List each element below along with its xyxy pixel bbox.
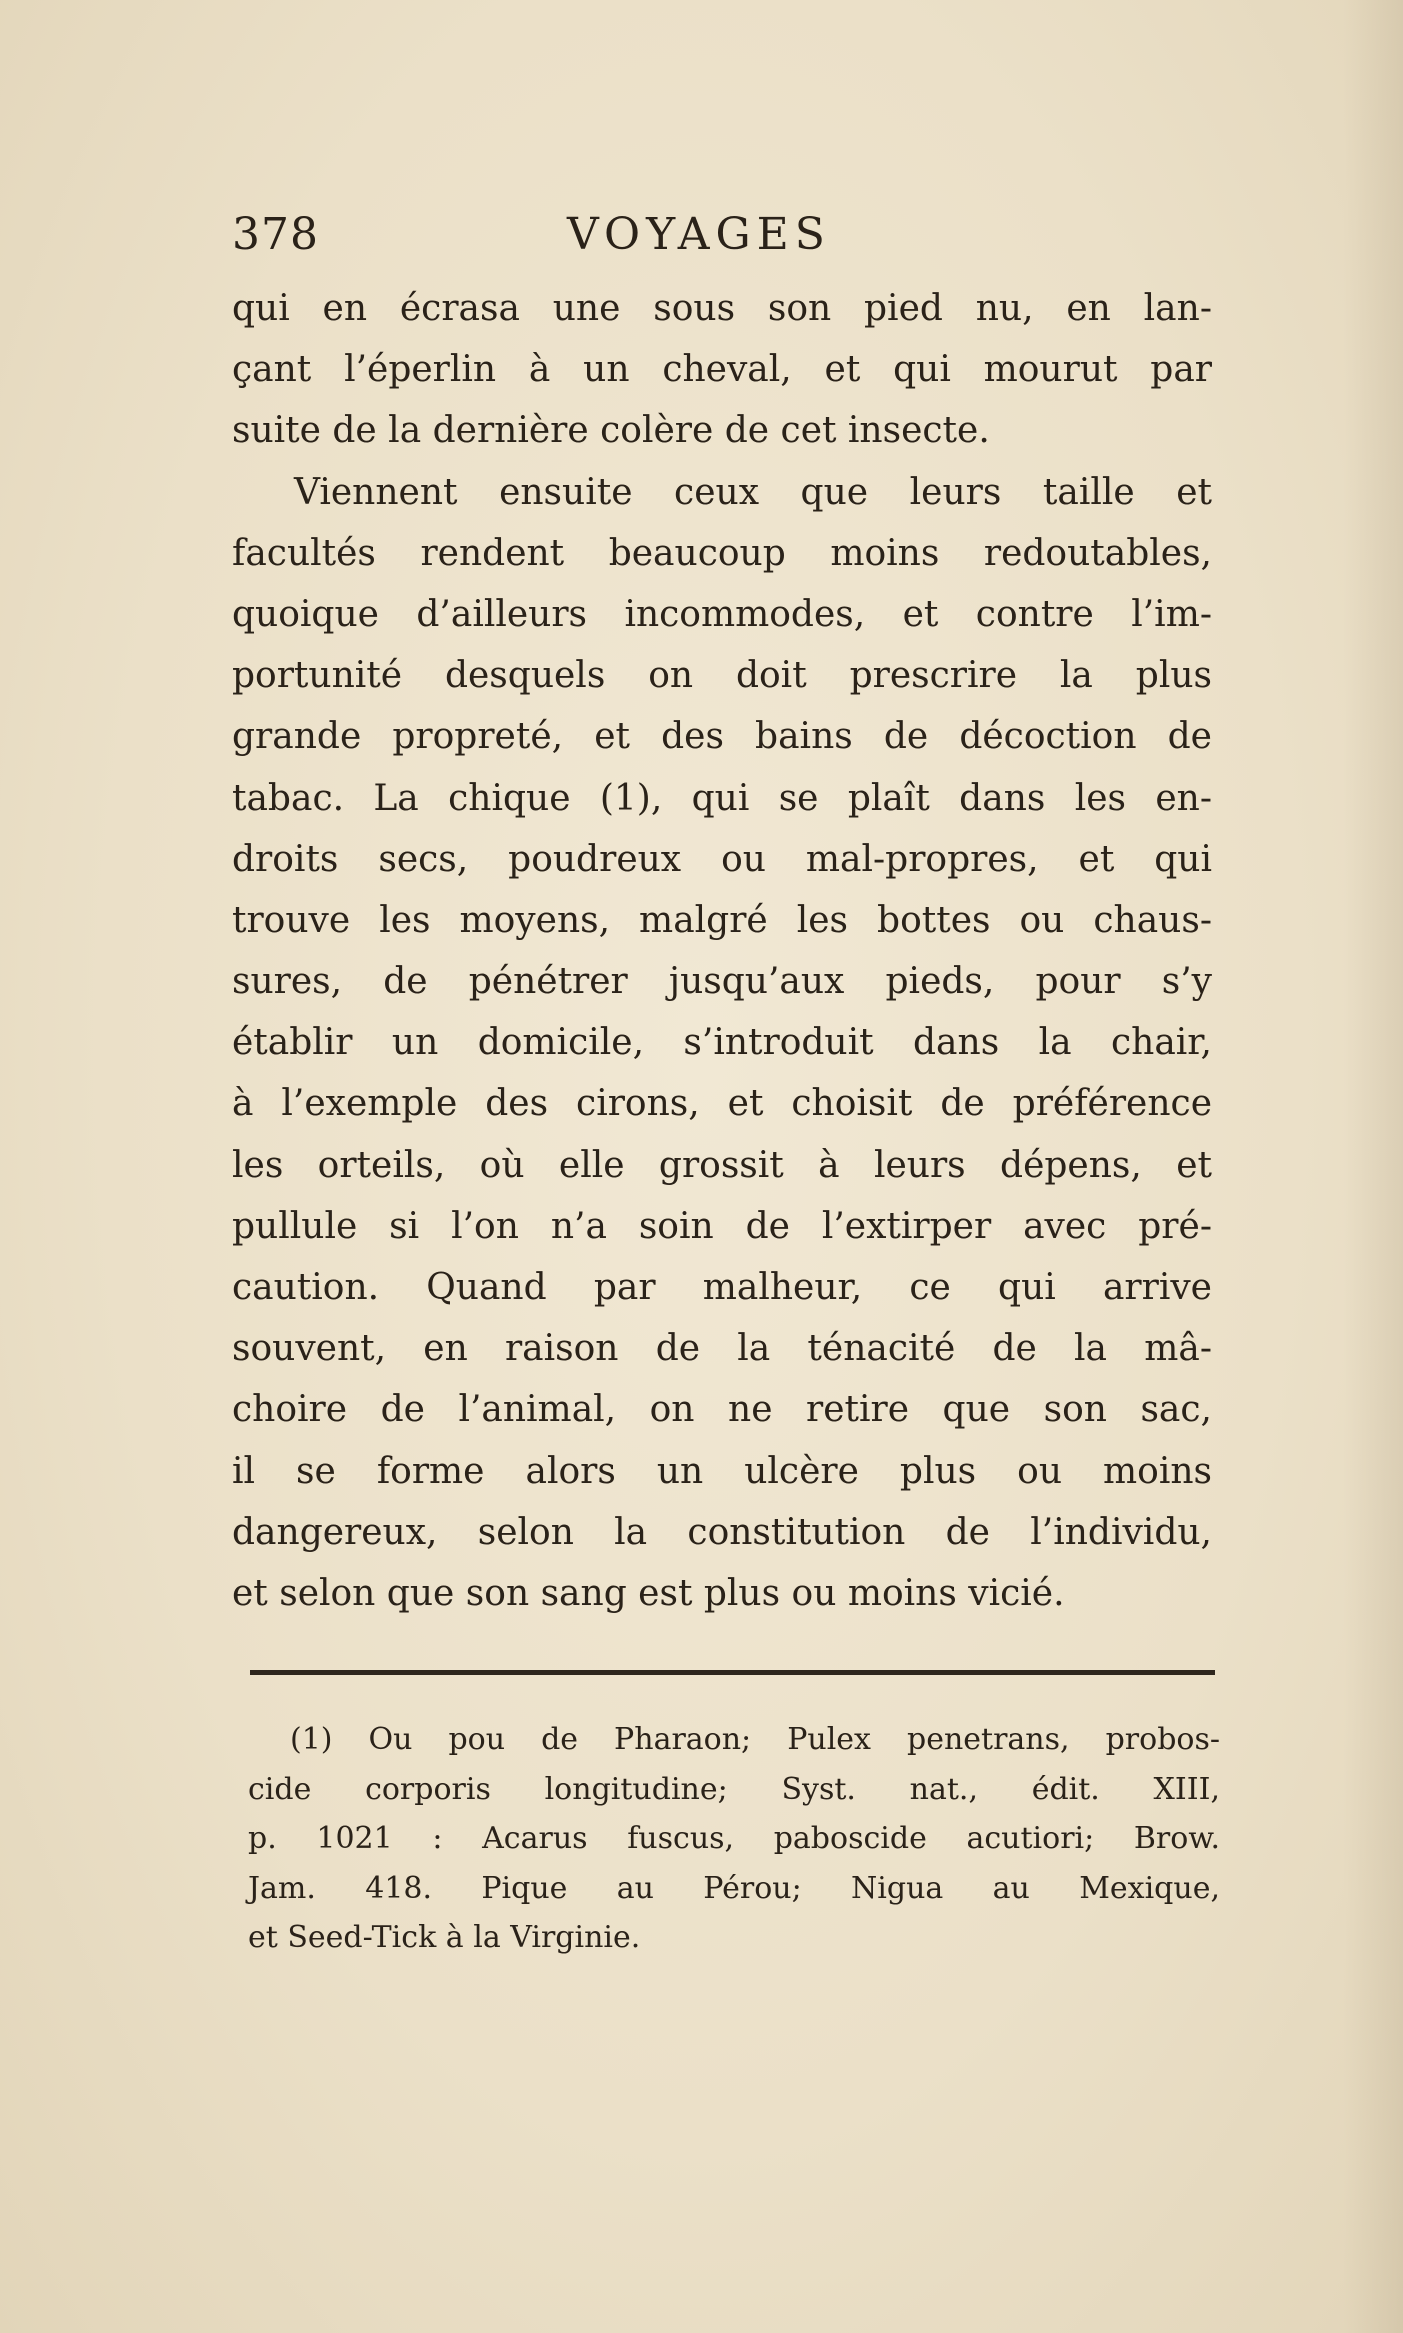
- page-header: [232, 205, 1212, 265]
- text-line: il se forme alors un ulcère plus ou moins: [232, 1450, 1212, 1492]
- body-text: [232, 278, 1212, 1624]
- text-line: à l’exemple des cirons, et choisit de préférence: [232, 1083, 1212, 1125]
- text-line: caution. Quand par malheur, ce qui arrive: [232, 1267, 1212, 1308]
- footnote-rule: [250, 1670, 1215, 1675]
- footnote-line: p. 1021 : Acarus fuscus, paboscide acutiori; Brow.: [248, 1821, 1220, 1856]
- text-line: dangereux, selon la constitution de l’individu,: [232, 1511, 1212, 1553]
- text-line: droits secs, poudreux ou mal-propres, et qui: [232, 838, 1212, 880]
- footnote: [248, 1715, 1220, 1963]
- text-line: choire de l’animal, on ne retire que son sac,: [232, 1389, 1212, 1431]
- footnote-line: (1) Ou pou de Pharaon; Pulex penetrans, probos-: [290, 1722, 1220, 1757]
- footnote-line: Jam. 418. Pique au Pérou; Nigua au Mexique,: [248, 1870, 1220, 1906]
- page-edge-shadow: [1343, 0, 1403, 2333]
- text-line: et selon que son sang est plus ou moins vicié.: [232, 1572, 1065, 1614]
- text-line: suite de la dernière colère de cet insecte.: [232, 410, 990, 452]
- footnote-line: cide corporis longitudine; Syst. nat., édit. XIII,: [248, 1771, 1220, 1807]
- footnote-line: et Seed-Tick à la Virginie.: [248, 1920, 641, 1955]
- text-line: quoique d’ailleurs incommodes, et contre l’im-: [232, 593, 1212, 635]
- text-line: souvent, en raison de la ténacité de la mâ-: [232, 1328, 1212, 1370]
- page-number: 378: [232, 209, 319, 260]
- text-line: trouve les moyens, malgré les bottes ou chaus-: [232, 899, 1212, 941]
- text-line: grande propreté, et des bains de décoction de: [232, 716, 1212, 758]
- text-line: portunité desquels on doit prescrire la plus: [232, 655, 1212, 697]
- text-line: Viennent ensuite ceux que leurs taille et: [294, 471, 1212, 513]
- text-line: qui en écrasa une sous son pied nu, en lan-: [232, 288, 1212, 329]
- text-line: établir un domicile, s’introduit dans la chair,: [232, 1022, 1212, 1064]
- text-line: çant l’éperlin à un cheval, et qui mourut par: [232, 349, 1212, 391]
- text-line: tabac. La chique (1), qui se plaît dans les en-: [232, 777, 1212, 819]
- running-title: VOYAGES: [567, 209, 831, 260]
- text-line: les orteils, où elle grossit à leurs dépens, et: [232, 1144, 1212, 1186]
- text-line: sures, de pénétrer jusqu’aux pieds, pour s’y: [232, 961, 1212, 1003]
- text-line: pullule si l’on n’a soin de l’extirper avec pré-: [232, 1205, 1212, 1247]
- text-line: facultés rendent beaucoup moins redoutables,: [232, 532, 1212, 574]
